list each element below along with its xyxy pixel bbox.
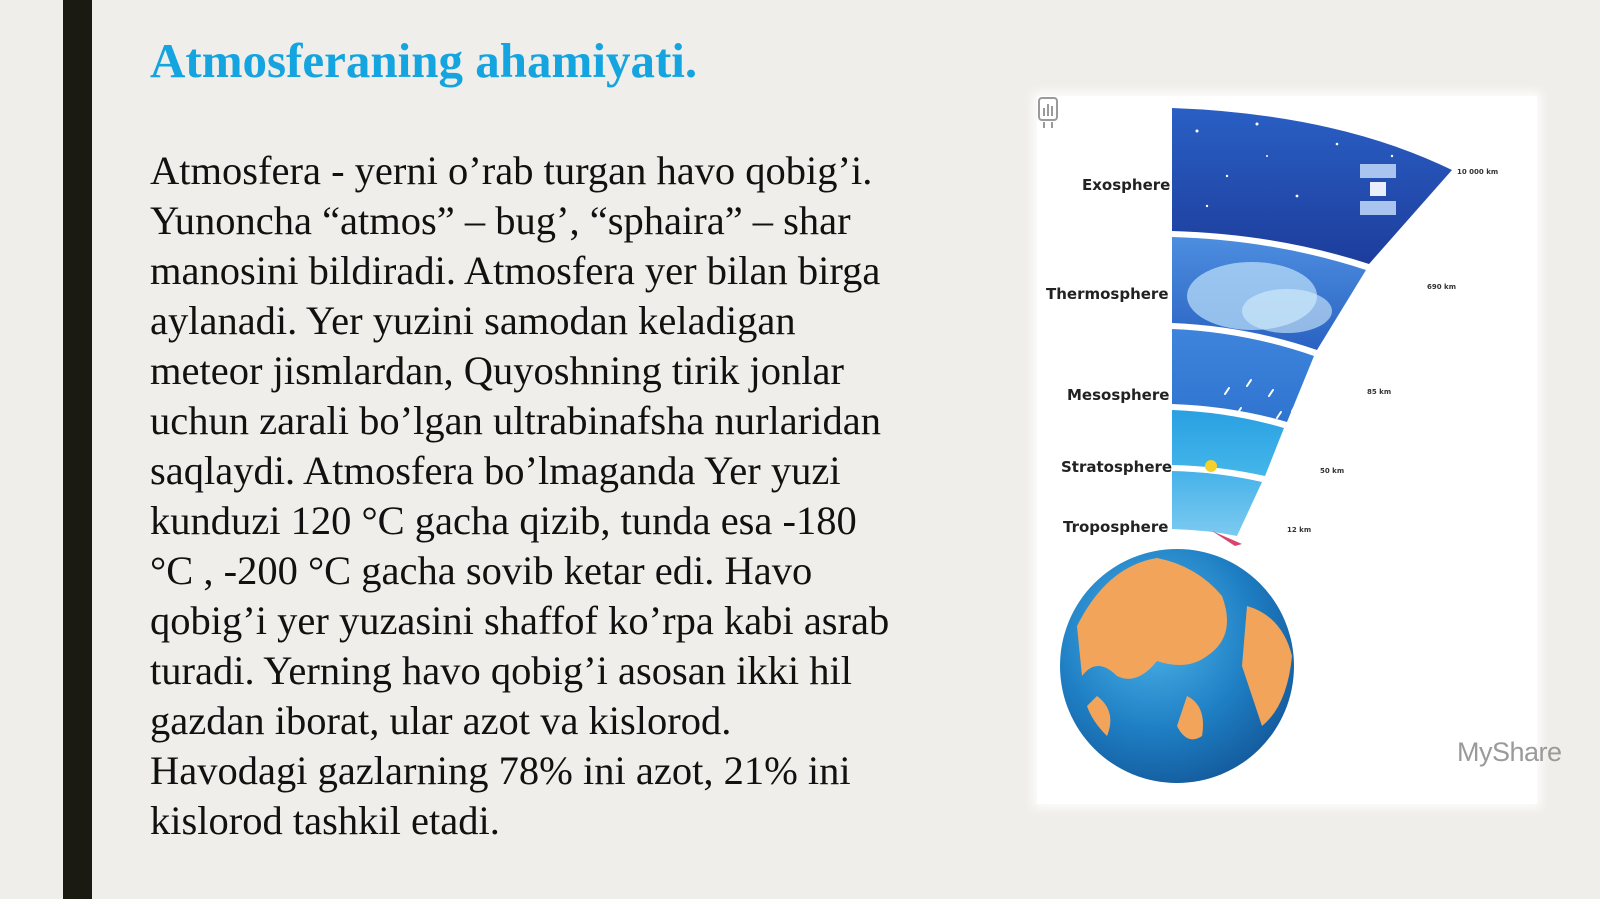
layer-label-troposphere: Troposphere xyxy=(1063,518,1169,536)
body-line: qobig’i yer yuzasini shaffof ko’rpa kabi asrab xyxy=(150,598,890,643)
body-line: saqlaydi. Atmosfera bo’lmaganda Yer yuzi xyxy=(150,448,841,493)
altitude-label-exosphere: 10 000 km xyxy=(1457,168,1499,176)
layer-label-thermosphere: Thermosphere xyxy=(1046,285,1169,303)
slide-body-text xyxy=(150,146,1010,846)
myshare-watermark: MyShare xyxy=(1457,737,1562,767)
body-line: meteor jismlardan, Quyoshning tirik jonlar xyxy=(150,348,844,393)
stratosphere-band xyxy=(1172,410,1284,476)
altitude-label-thermosphere: 690 km xyxy=(1427,283,1456,291)
altitude-label-stratosphere: 50 km xyxy=(1320,467,1345,475)
atmosphere-layers-figure xyxy=(1037,96,1562,804)
layer-label-mesosphere: Mesosphere xyxy=(1067,386,1170,404)
body-line: Atmosfera - yerni o’rab turgan havo qobig’i. xyxy=(150,148,873,193)
myshare-logo-icon xyxy=(1037,96,1059,130)
body-line: aylanadi. Yer yuzini samodan keladigan xyxy=(150,298,796,343)
body-line: kislorod tashkil etadi. xyxy=(150,798,500,843)
altitude-label-troposphere: 12 km xyxy=(1287,526,1312,534)
body-line: turadi. Yerning havo qobig’i asosan ikki hil xyxy=(150,648,852,693)
layer-label-stratosphere: Stratosphere xyxy=(1061,458,1173,476)
body-line: Yunoncha “atmos” – bug’, “sphaira” – shar xyxy=(150,198,851,243)
body-line: Havodagi gazlarning 78% ini azot, 21% ini xyxy=(150,748,851,793)
atmosphere-illustration xyxy=(1037,96,1537,804)
layer-label-exosphere: Exosphere xyxy=(1082,176,1171,194)
body-line: gazdan iborat, ular azot va kislorod. xyxy=(150,698,732,743)
body-line: uchun zarali bo’lgan ultrabinafsha nurlaridan xyxy=(150,398,881,443)
left-accent-bar xyxy=(63,0,92,899)
body-line: kunduzi 120 °C gacha qizib, tunda esa -180 xyxy=(150,498,857,543)
slide-title: Atmosferaning ahamiyati. xyxy=(150,33,698,88)
body-line: manosini bildiradi. Atmosfera yer bilan birga xyxy=(150,248,881,293)
troposphere-band xyxy=(1172,471,1262,536)
mesosphere-band xyxy=(1172,329,1314,422)
altitude-label-mesosphere: 85 km xyxy=(1367,388,1392,396)
body-line: °C , -200 °C gacha sovib ketar edi. Havo xyxy=(150,548,813,593)
